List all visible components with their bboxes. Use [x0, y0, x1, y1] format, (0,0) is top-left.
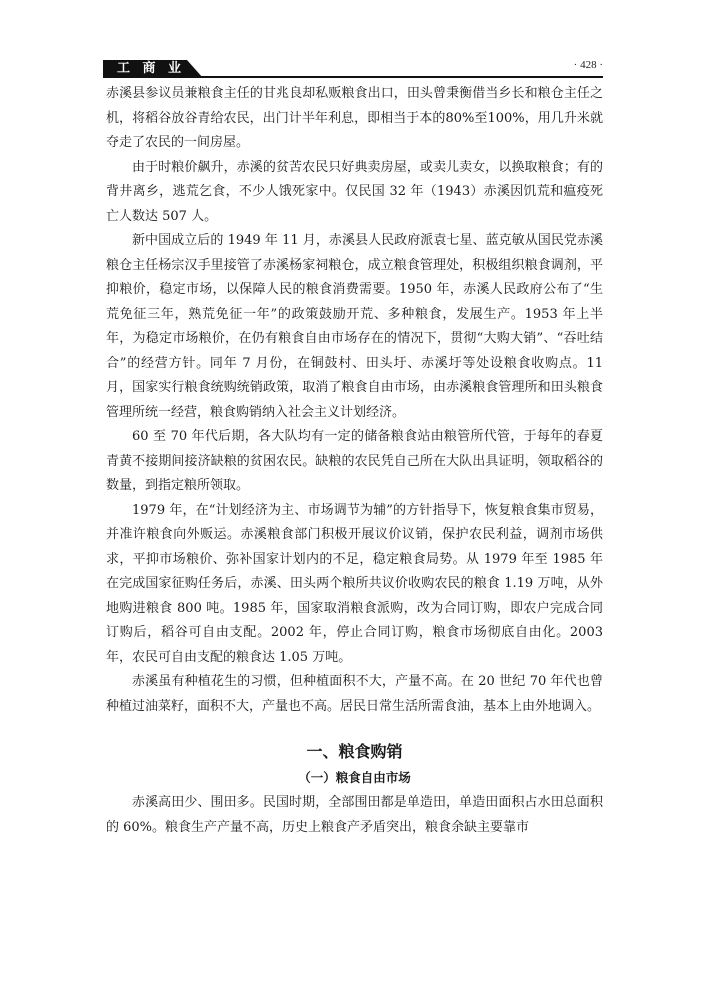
paragraph: 赤溪高田少、围田多。民国时期，全部围田都是单造田，单造田面积占水田总面积的 60%。粮食生产产量不高，历史上粮食产矛盾突出，粮食余缺主要靠市 [106, 795, 603, 835]
paragraph: 由于时粮价飙升，赤溪的贫苦农民只好典卖房屋，或卖儿卖女，以换取粮食；有的背井离乡，逃荒乞食，不少人饿死家中。仅民国 32 年（1943）赤溪因饥荒和瘟疫死亡人数达 507 人。 [106, 159, 603, 224]
subsection-heading: （一）粮食自由市场 [298, 770, 411, 785]
running-header [103, 60, 603, 78]
header-rule [201, 76, 603, 78]
page-number: · 428 · [573, 59, 603, 71]
paragraph: 60 至 70 年代后期，各大队均有一定的储备粮食站由粮管所代管，于每年的春夏青黄不接期间接济缺粮的贫困农民。缺粮的农民凭自己所在大队出具证明，领取稻谷的数量，到指定粮所领取。 [106, 429, 603, 493]
paragraph: 赤溪虽有种植花生的习惯，但种植面积不大，产量不高。在 20 世纪 70 年代也曾种植过油菜籽，面积不大，产量也不高。居民日常生活所需食油，基本上由外地调入。 [106, 674, 603, 714]
paragraph: 1979 年，在“计划经济为主、市场调节为辅”的方针指导下，恢复粮食集市贸易，并准许粮食向外贩运。赤溪粮食部门积极开展议价议销，保护农民利益，调剂市场供求，平抑市场粮价、弥补国家计划内的不足，稳定粮食局势。从 1979 年至 1985 年在完成国家征购任务后，赤溪、田头两个粮所共议价收购农民的粮食 1.19 万吨，从外地购进粮食 800 吨。1985 年，国家取消粮食派购，改为合同订购，即农户完成合同订购后，稻谷可自由支配。2002 年，停止合同订购，粮食市场彻底自由化。2003 年，农民可自由支配的粮食达 1.05 万吨。 [106, 502, 603, 665]
paragraph: 新中国成立后的 1949 年 11 月，赤溪县人民政府派袁七星、蓝克敏从国民党赤溪粮仓主任杨宗汉手里接管了赤溪杨家祠粮仓，成立粮食管理处，积极组织粮食调剂，平抑粮价，稳定市场，以保障人民的粮食消费需要。1950 年，赤溪人民政府公布了“生荒免征三年，熟荒免征一年”的政策鼓励开荒、多种粮食，发展生产。1953 年上半年，为稳定市场粮价，在仍有粮食自由市场存在的情况下，贯彻“大购大销”、“吞吐结合”的经营方针。同年 7 月份，在铜鼓村、田头圩、赤溪圩等处设粮食收购点。11 月，国家实行粮食统购统销政策，取消了粮食自由市场，由赤溪粮食管理所和田头粮食管理所统一经营，粮食购销纳入社会主义计划经济。 [106, 233, 603, 420]
section-heading: 一、粮食购销 [306, 742, 403, 761]
paragraph: 赤溪县参议员兼粮食主任的甘兆良却私贩粮食出口，田头曾秉衡借当乡长和粮仓主任之机，将稻谷放谷青给农民，出门计半年利息，即相当于本的80%至100%，用几升米就夺走了农民的一间房屋。 [106, 86, 603, 150]
header-section-title: 工 商 业 [117, 61, 186, 76]
body-text [106, 82, 603, 840]
